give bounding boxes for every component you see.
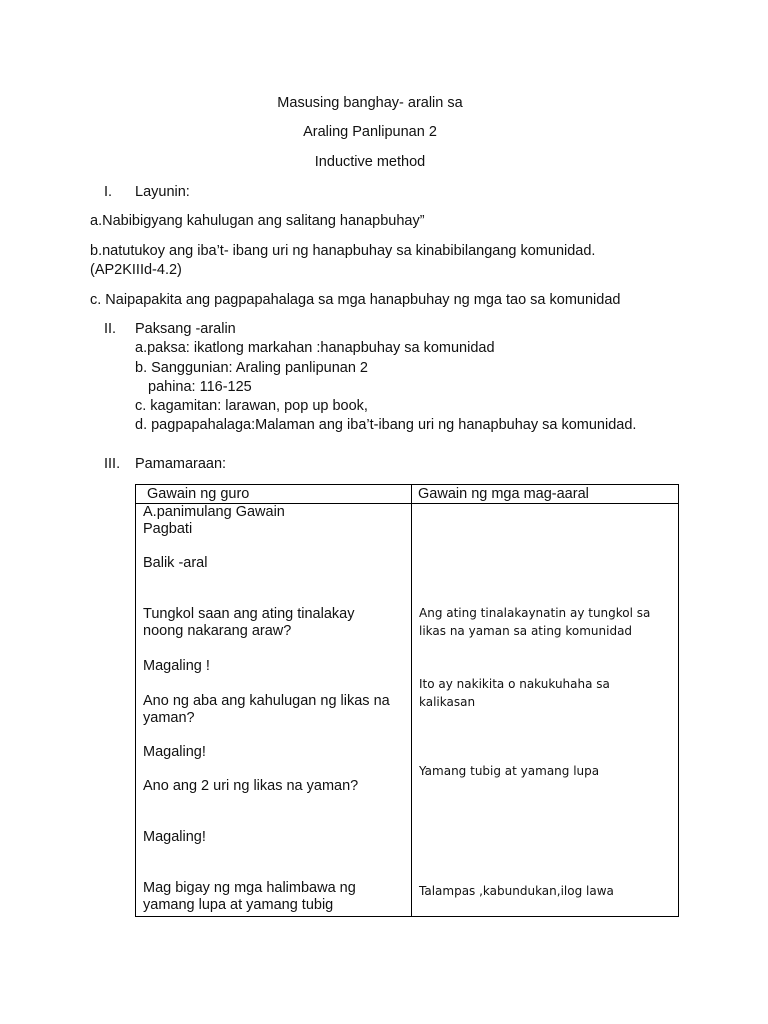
topic-item-b: b. Sanggunian: Araling panlipunan 2 [135, 360, 368, 376]
teacher-line-intro: A.panimulang Gawain [143, 504, 285, 520]
topic-item-c: c. kagamitan: larawan, pop up book, [135, 398, 368, 414]
teacher-question-3: Ano ang 2 uri ng likas na yaman? [143, 778, 359, 794]
table-header-row [136, 485, 679, 504]
section-2-number: II. [104, 321, 117, 337]
title-line-2: Araling Panlipunan 2 [303, 124, 437, 140]
teacher-question-1: Tungkol saan ang ating tinalakay noong nakarang araw? [143, 606, 355, 639]
title-line-3: Inductive method [314, 154, 426, 170]
student-answer-1: Ang ating tinalakaynatin ay tungkol sa likas na yaman sa ating komunidad [419, 606, 651, 638]
topic-item-a: a.paksa: ikatlong markahan :hanapbuhay sa komunidad [135, 340, 495, 356]
teacher-line-review: Balik -aral [143, 555, 208, 571]
section-2-title: Paksang -aralin [135, 321, 236, 337]
objective-a: a.Nabibigyang kahulugan ang salitang hanapbuhay” [90, 213, 425, 229]
teacher-column-header-label: Gawain ng guro [147, 486, 250, 502]
section-3-title: Pamamaraan: [135, 456, 227, 472]
teacher-praise-3: Magaling! [143, 829, 206, 845]
student-answer-3: Yamang tubig at yamang lupa [419, 764, 600, 778]
objective-b: b.natutukoy ang iba’t- ibang uri ng hanapbuhay sa kinabibilangang komunidad. [90, 243, 596, 259]
topic-item-d: d. pagpapahalaga:Malaman ang iba’t-ibang uri ng hanapbuhay sa komunidad. [135, 417, 637, 433]
teacher-praise-1: Magaling ! [143, 658, 210, 674]
section-3-number: III. [104, 456, 121, 472]
topic-item-b-pages: pahina: 116-125 [148, 379, 252, 395]
objective-b-code: (AP2KIIId-4.2) [90, 262, 182, 278]
teacher-praise-2: Magaling! [143, 744, 206, 760]
teacher-question-4: Mag bigay ng mga halimbawa ng yamang lupa at yamang tubig [143, 880, 356, 913]
title-line-1: Masusing banghay- aralin sa [277, 95, 463, 111]
teacher-activities-cell [136, 504, 412, 917]
student-column-header [412, 485, 679, 504]
section-1-number: I. [104, 184, 113, 200]
teacher-question-2: Ano ng aba ang kahulugan ng likas na yaman? [143, 693, 390, 726]
teacher-column-header [136, 485, 412, 504]
student-answer-4: Talampas ,kabundukan,ilog lawa [419, 884, 614, 898]
student-activities-cell [412, 504, 679, 917]
student-column-header-label: Gawain ng mga mag-aaral [418, 486, 589, 502]
procedure-table [135, 484, 679, 917]
table-row [136, 504, 679, 917]
section-1-title: Layunin: [135, 184, 190, 200]
student-answer-2: Ito ay nakikita o nakukuhaha sa kalikasan [419, 677, 610, 709]
objective-c: c. Naipapakita ang pagpapahalaga sa mga hanapbuhay ng mga tao sa komunidad [90, 292, 621, 308]
teacher-line-greeting: Pagbati [143, 521, 193, 537]
